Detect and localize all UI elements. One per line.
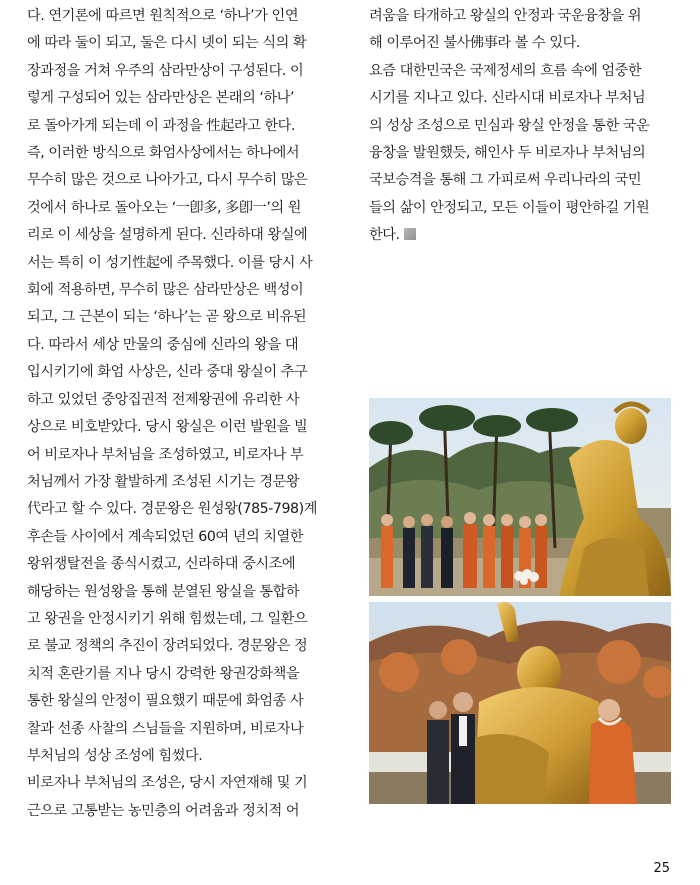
photo-ceremony-illustration — [369, 398, 671, 596]
text-line: 회에 적용하면, 무수히 많은 삼라만상은 백성이 — [27, 282, 304, 299]
photo-ceremony-group — [369, 398, 671, 596]
text-line: 의 성상 조성으로 민심과 왕실 안정을 통한 국운 — [369, 117, 650, 134]
text-line: 로 불교 정책의 추진이 장려되었다. 경문왕은 정 — [27, 638, 308, 655]
text-line: 들의 삶이 안정되고, 모든 이들이 평안하길 기원 — [369, 199, 650, 216]
text-line: 리로 이 세상을 설명하게 된다. 신라하대 왕실에 — [27, 227, 308, 244]
left-text-column — [27, 3, 328, 825]
text-line: 비로자나 부처님의 조성은, 당시 자연재해 및 기 — [27, 775, 308, 792]
text-line: 해당하는 원성왕을 통해 분열된 왕실을 통합하 — [27, 583, 300, 600]
photo-visitors-illustration — [369, 602, 671, 804]
text-line: 근으로 고통받는 농민층의 어려움과 정치적 어 — [27, 802, 300, 819]
text-line: 서는 특히 이 성기性起에 주목했다. 이를 당시 사 — [27, 254, 313, 271]
text-line: 로 돌아가게 되는데 이 과정을 性起라고 한다. — [27, 117, 295, 134]
text-line: 즉, 이러한 방식으로 화엄사상에서는 하나에서 — [27, 145, 300, 162]
text-line: 어 비로자나 부처님을 조성하였고, 비로자나 부 — [27, 446, 304, 463]
text-line: 치적 혼란기를 지나 당시 강력한 왕권강화책을 — [27, 665, 300, 682]
text-line: 고 왕권을 안정시키기 위해 힘썼는데, 그 일환으 — [27, 610, 308, 627]
text-line: 에 따라 둘이 되고, 둘은 다시 넷이 되는 식의 확 — [27, 35, 307, 52]
end-of-article-mark — [404, 228, 416, 240]
text-line: 다. 연기론에 따르면 원칙적으로 ‘하나’가 인연 — [27, 8, 299, 24]
text-line: 상으로 비호받았다. 당시 왕실은 이런 발원을 빌 — [27, 419, 308, 436]
text-line: 요즘 대한민국은 국제정세의 흐름 속에 엄중한 — [369, 62, 642, 79]
text-line: 려움을 타개하고 왕실의 안정과 국운융창을 위 — [369, 8, 642, 24]
text-line: 후손들 사이에서 계속되었던 60여 년의 치열한 — [27, 528, 304, 545]
text-line: 해 이루어진 불사佛事라 볼 수 있다. — [369, 35, 580, 52]
text-line: 융창을 발원했듯, 해인사 두 비로자나 부처님의 — [369, 145, 646, 162]
text-line: 것에서 하나로 돌아오는 ‘一卽多, 多卽一’의 원 — [27, 199, 301, 216]
right-text-column — [369, 3, 671, 250]
text-line: 다. 따라서 세상 만물의 중심에 신라의 왕을 대 — [27, 336, 299, 353]
text-line: 왕위쟁탈전을 종식시켰고, 신라하대 중시조에 — [27, 556, 296, 573]
text-line: 되고, 그 근본이 되는 ‘하나’는 곧 왕으로 비유된 — [27, 309, 307, 326]
text-line-final-text: 한다. — [369, 227, 400, 244]
text-line: 통한 왕실의 안정이 필요했기 때문에 화엄종 사 — [27, 693, 304, 710]
text-line: 처님께서 가장 활발하게 조성된 시기는 경문왕 — [27, 473, 300, 490]
text-line: 무수히 많은 것으로 나아가고, 다시 무수히 많은 — [27, 172, 308, 189]
text-line: 부처님의 성상 조성에 힘썼다. — [27, 747, 203, 764]
text-line: 국보승격을 통해 그 가피로써 우리나라의 국민 — [369, 172, 642, 189]
text-line: 장과정을 거쳐 우주의 삼라만상이 구성된다. 이 — [27, 62, 304, 79]
text-line: 代라고 할 수 있다. 경문왕은 원성왕(785-798)계 — [27, 501, 317, 518]
text-line: 입시키기에 화엄 사상은, 신라 중대 왕실이 추구 — [27, 364, 308, 381]
photo-statue-visitors — [369, 602, 671, 804]
text-line: 하고 있었던 중앙집권적 전제왕권에 유리한 사 — [27, 391, 300, 408]
text-line: 시기를 지나고 있다. 신라시대 비로자나 부처님 — [369, 90, 646, 107]
page-number: 25 — [653, 861, 670, 876]
text-line: 찰과 선종 사찰의 스님들을 지원하며, 비로자나 — [27, 720, 304, 737]
text-line: 렇게 구성되어 있는 삼라만상은 본래의 ‘하나’ — [27, 90, 295, 107]
text-line-last — [369, 222, 671, 249]
